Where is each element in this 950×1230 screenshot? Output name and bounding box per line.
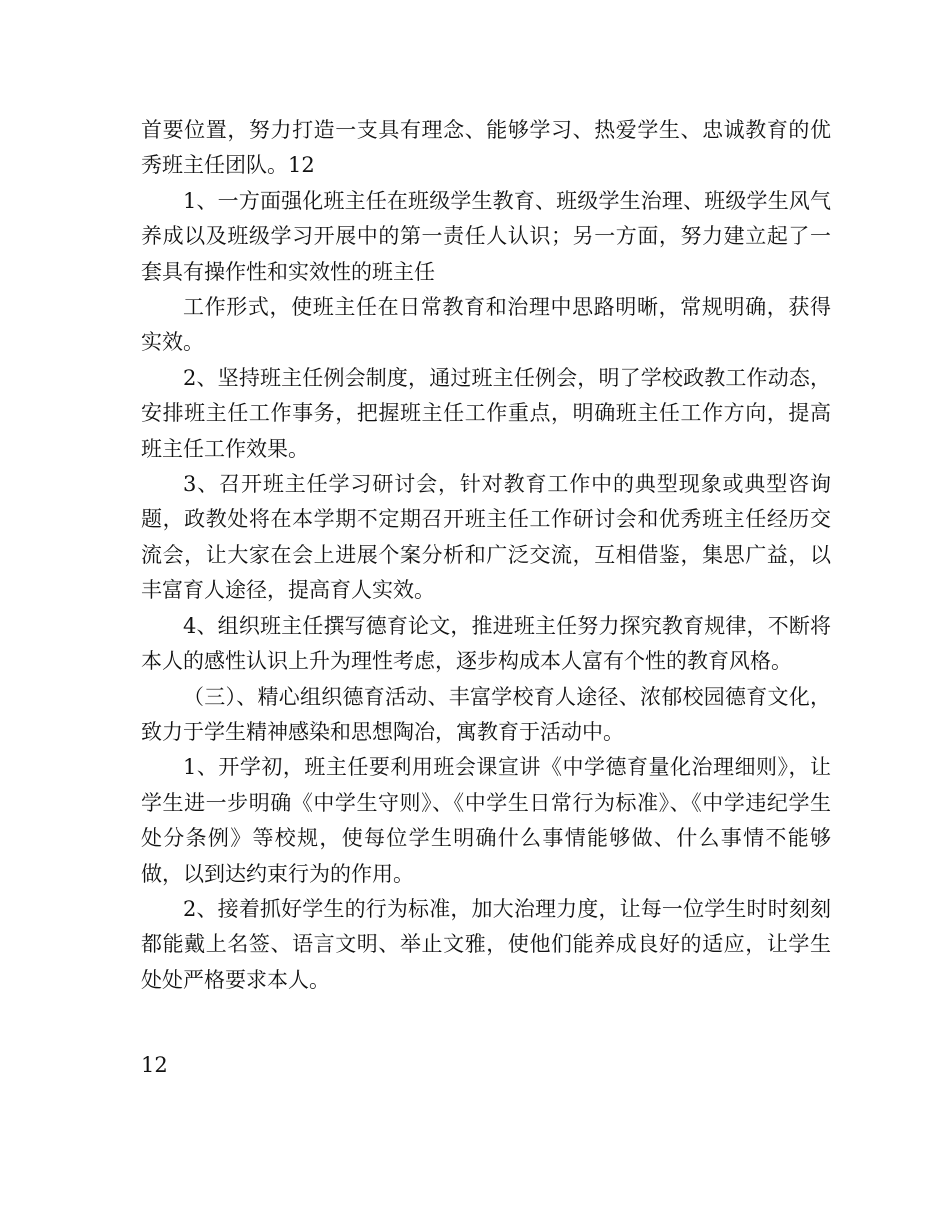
paragraph-item-3: 3、召开班主任学习研讨会，针对教育工作中的典型现象或典型咨询题，政教处将在本学期不定期召开班主任工作研讨会和优秀班主任经历交流会，让大家在会上进展个案分析和广泛交流，互相借鉴，集思广益，以丰富育人途径，提高育人实效。	[141, 472, 831, 603]
page-number: 12	[141, 1053, 168, 1077]
paragraph-activity-2: 2、接着抓好学生的行为标准，加大治理力度，让每一位学生时时刻刻都能戴上名签、语言文明、举止文雅，使他们能养成良好的适应，让学生处处严格要求本人。	[141, 896, 831, 992]
paragraph-item-1-continued: 工作形式，使班主任在日常教育和治理中思路明晰，常规明确，获得实效。	[141, 295, 831, 355]
paragraph-item-1: 1、一方面强化班主任在班级学生教育、班级学生治理、班级学生风气养成以及班级学习开展中的第一责任人认识；另一方面，努力建立起了一套具有操作性和实效性的班主任	[141, 188, 831, 284]
section-heading-three: （三）、精心组织德育活动、丰富学校育人途径、浓郁校园德育文化，致力于学生精神感染和思想陶冶，寓教育于活动中。	[141, 684, 831, 744]
paragraph-item-4: 4、组织班主任撰写德育论文，推进班主任努力探究教育规律，不断将本人的感性认识上升为理性考虑，逐步构成本人富有个性的教育风格。	[141, 613, 831, 674]
paragraph-item-2: 2、坚持班主任例会制度，通过班主任例会，明了学校政教工作动态，安排班主任工作事务，把握班主任工作重点，明确班主任工作方向，提高班主任工作效果。	[141, 365, 831, 461]
paragraph-activity-1: 1、开学初，班主任要利用班会课宣讲《中学德育量化治理细则》，让学生进一步明确《中学生守则》、《中学生日常行为标准》、《中学违纪学生处分条例》等校规，使每位学生明确什么事情能够做、什么事情不能够做，以到达约束行为的作用。	[141, 755, 831, 886]
paragraph-intro: 首要位置，努力打造一支具有理念、能够学习、热爱学生、忠诚教育的优秀班主任团队。12	[141, 118, 831, 178]
document-body	[141, 113, 831, 998]
